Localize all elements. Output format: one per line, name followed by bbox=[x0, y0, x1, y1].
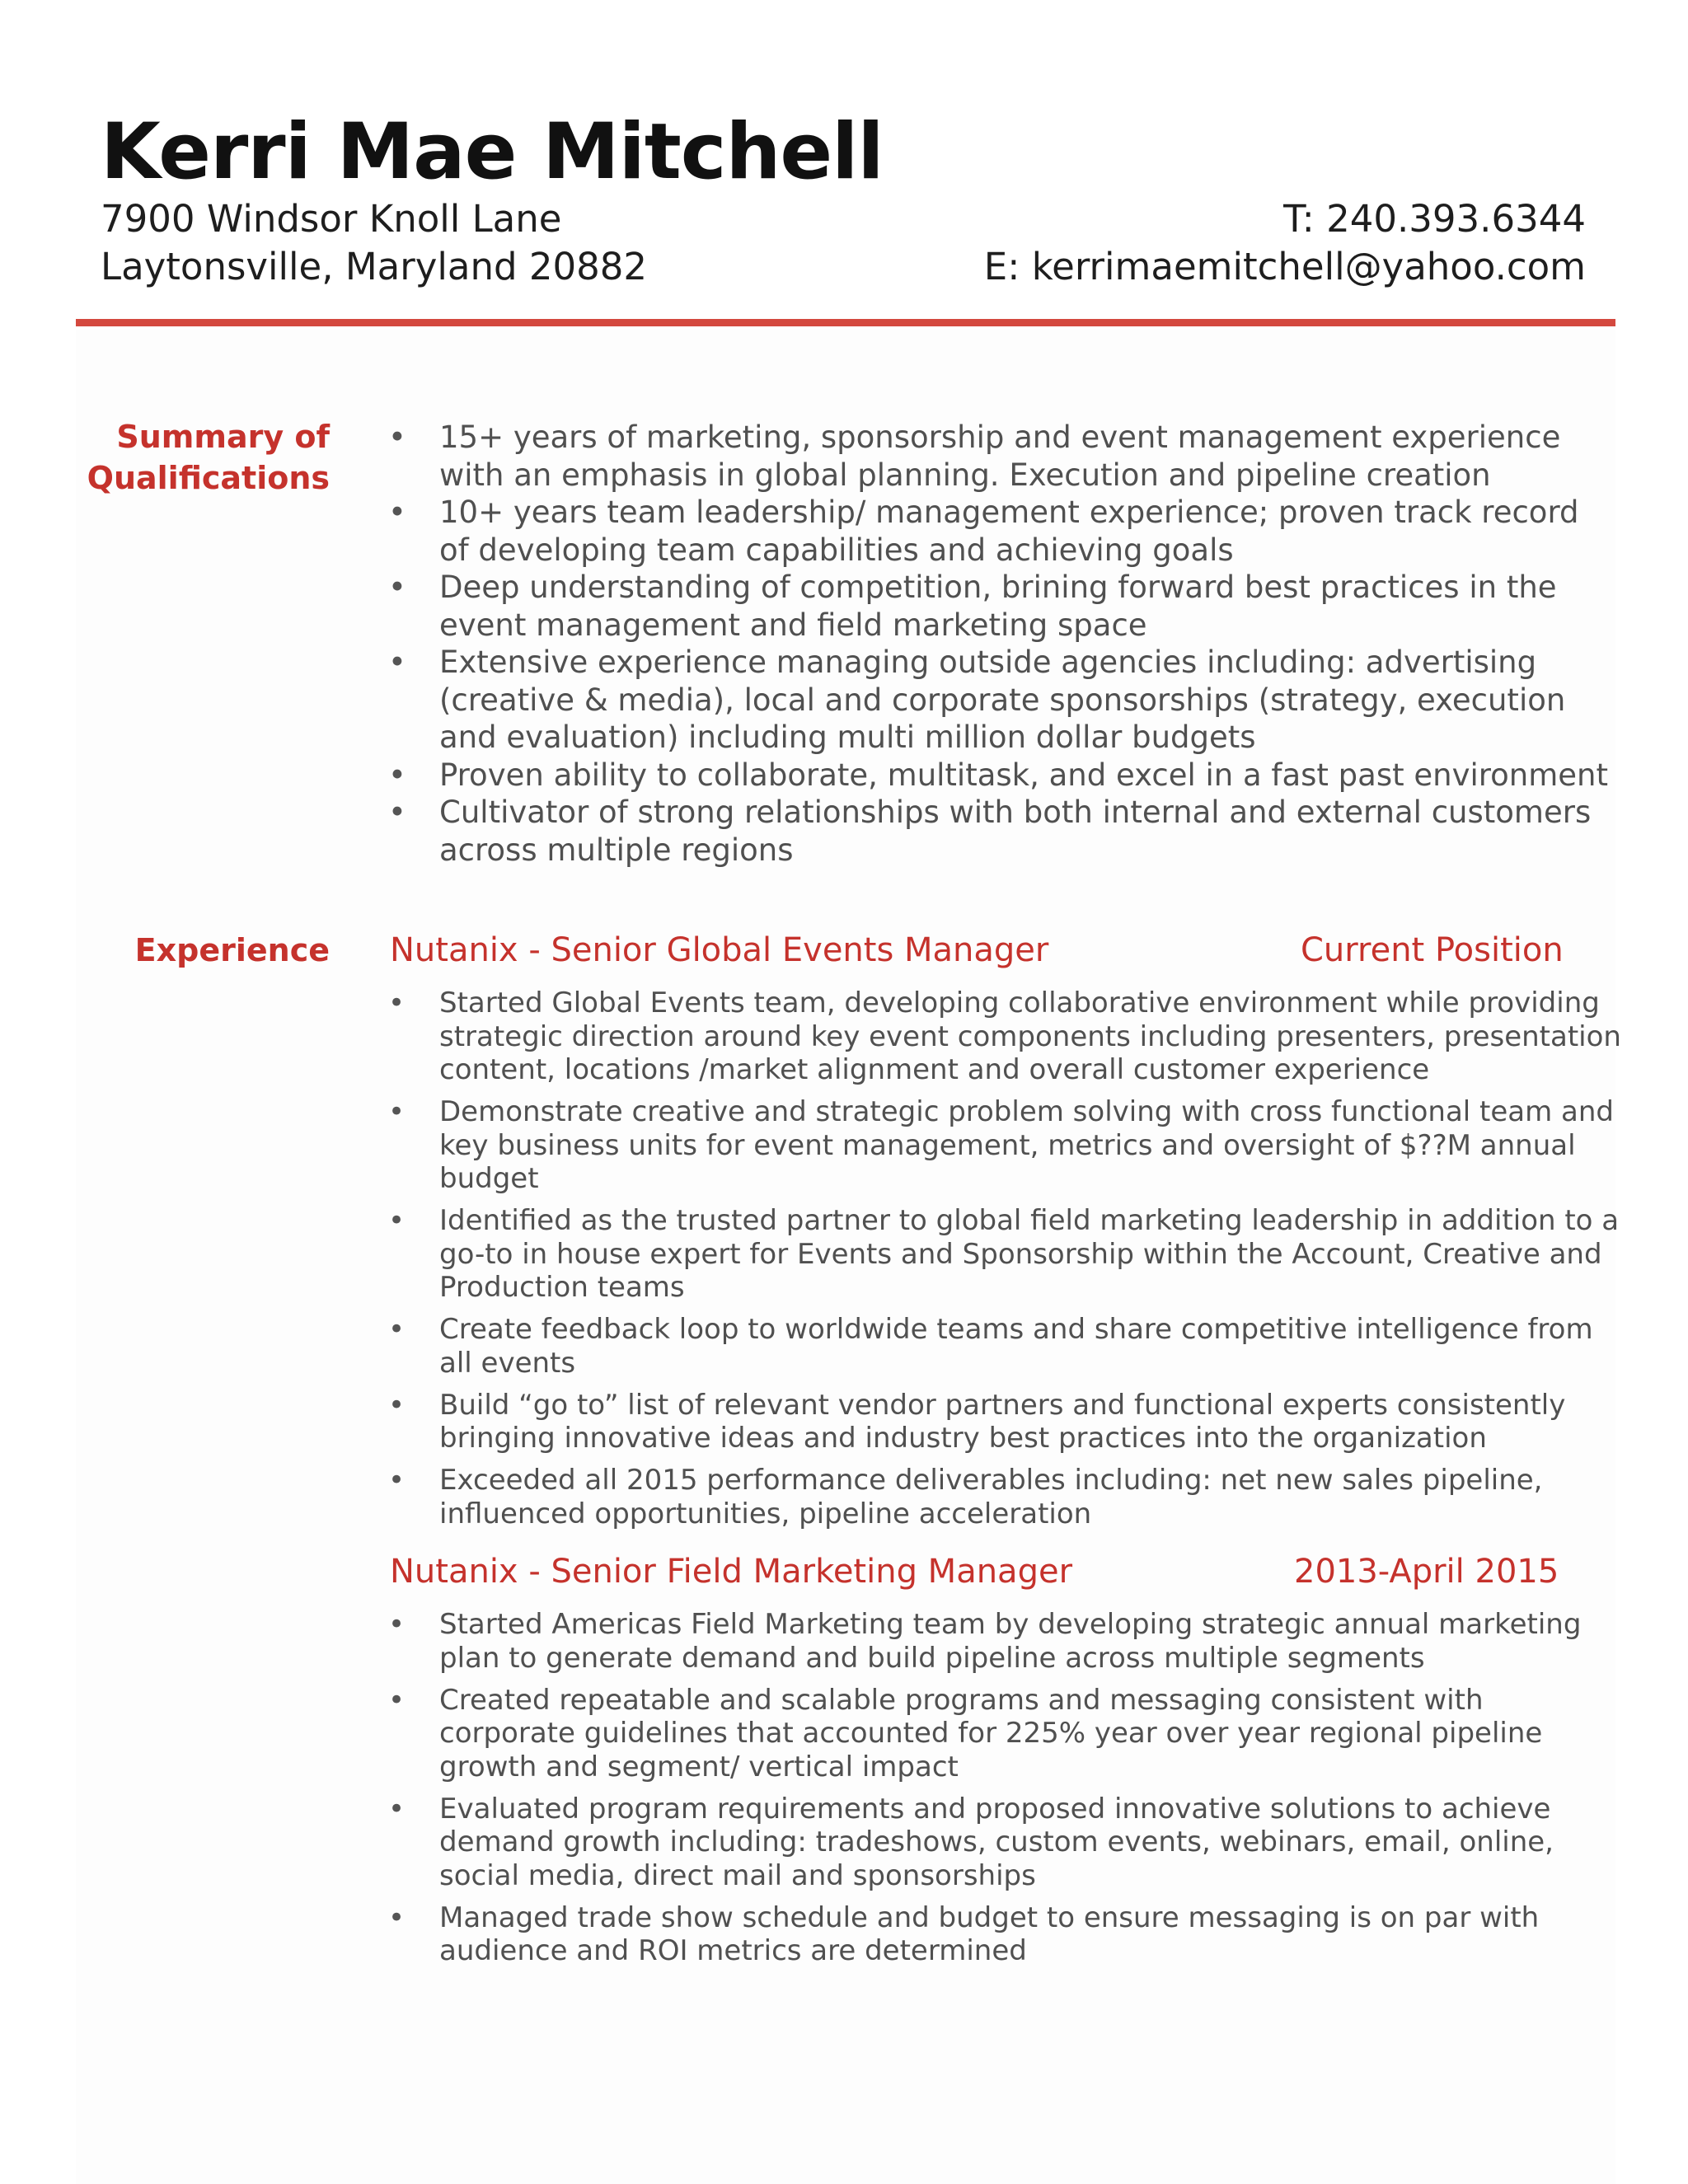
summary-item: • Deep understanding of competition, brining forward best practices in the event management and field marketing space bbox=[383, 569, 1608, 644]
job-bullet: • Build “go to” list of relevant vendor partners and functional experts consistently bringing innovative ideas and industry best practices into the organization bbox=[383, 1389, 1621, 1455]
job-bullet: • Demonstrate creative and strategic problem solving with cross functional team and key business units for event management, metrics and oversight of $??M annual budget bbox=[383, 1095, 1621, 1196]
contact-block bbox=[984, 195, 1586, 291]
summary-item: • 15+ years of marketing, sponsorship and event management experience with an emphasis in global planning. Execution and pipeline creation bbox=[383, 419, 1608, 494]
summary-item: • Proven ability to collaborate, multitask, and excel in a fast past environment bbox=[383, 757, 1608, 794]
job-title: Nutanix - Senior Field Marketing Manager bbox=[390, 1553, 1073, 1591]
job-bullet: • Started Americas Field Marketing team by developing strategic annual marketing plan to generate demand and build pipeline across multiple segments bbox=[383, 1608, 1581, 1675]
job-bullet-list bbox=[383, 1608, 1581, 1976]
phone-number: T: 240.393.6344 bbox=[1283, 197, 1586, 241]
job-title: Nutanix - Senior Global Events Manager bbox=[390, 931, 1049, 969]
summary-heading bbox=[87, 416, 330, 499]
summary-heading-line-2: Qualifications bbox=[87, 460, 330, 496]
job-date: 2013-April 2015 bbox=[1294, 1553, 1559, 1591]
summary-item: • Extensive experience managing outside agencies including: advertising (creative & media), local and corporate sponsorships (strategy, execution and evaluation) including multi million dollar budgets bbox=[383, 644, 1608, 757]
job-bullet: • Evaluated program requirements and proposed innovative solutions to achieve demand growth including: tradeshows, custom events, webinars, email, online, social media, direct mail and sponsorships bbox=[383, 1793, 1581, 1893]
job-bullet: • Created repeatable and scalable programs and messaging consistent with corporate guidelines that accounted for 225% year over year regional pipeline growth and segment/ vertical impact bbox=[383, 1684, 1581, 1784]
summary-heading-line-1: Summary of bbox=[116, 419, 330, 455]
job-bullet: • Exceeded all 2015 performance deliverables including: net new sales pipeline, influenced opportunities, pipeline acceleration bbox=[383, 1464, 1621, 1530]
summary-item: • 10+ years team leadership/ management experience; proven track record of developing team capabilities and achieving goals bbox=[383, 494, 1608, 569]
address-line-2: Laytonsville, Maryland 20882 bbox=[101, 245, 648, 288]
address-line-1: 7900 Windsor Knoll Lane bbox=[101, 197, 562, 241]
job-bullet: • Create feedback loop to worldwide teams and share competitive intelligence from all events bbox=[383, 1313, 1621, 1380]
address-block bbox=[101, 195, 647, 291]
candidate-name: Kerri Mae Mitchell bbox=[101, 107, 884, 197]
summary-list bbox=[383, 419, 1608, 869]
job-date: Current Position bbox=[1301, 931, 1564, 969]
job-bullet: • Managed trade show schedule and budget to ensure messaging is on par with audience and ROI metrics are determined bbox=[383, 1901, 1581, 1968]
job-bullet-list bbox=[383, 987, 1621, 1540]
experience-heading: Experience bbox=[134, 932, 330, 968]
summary-item: • Cultivator of strong relationships with both internal and external customers across multiple regions bbox=[383, 794, 1608, 869]
job-bullet: • Started Global Events team, developing collaborative environment while providing strategic direction around key event components including presenters, presentation content, locations /market alignment and overall customer experience bbox=[383, 987, 1621, 1087]
email-address: E: kerrimaemitchell@yahoo.com bbox=[983, 245, 1586, 288]
header-divider bbox=[76, 319, 1615, 326]
job-bullet: • Identified as the trusted partner to global field marketing leadership in addition to a go-to in house expert for Events and Sponsorship within the Account, Creative and Production teams bbox=[383, 1204, 1621, 1305]
